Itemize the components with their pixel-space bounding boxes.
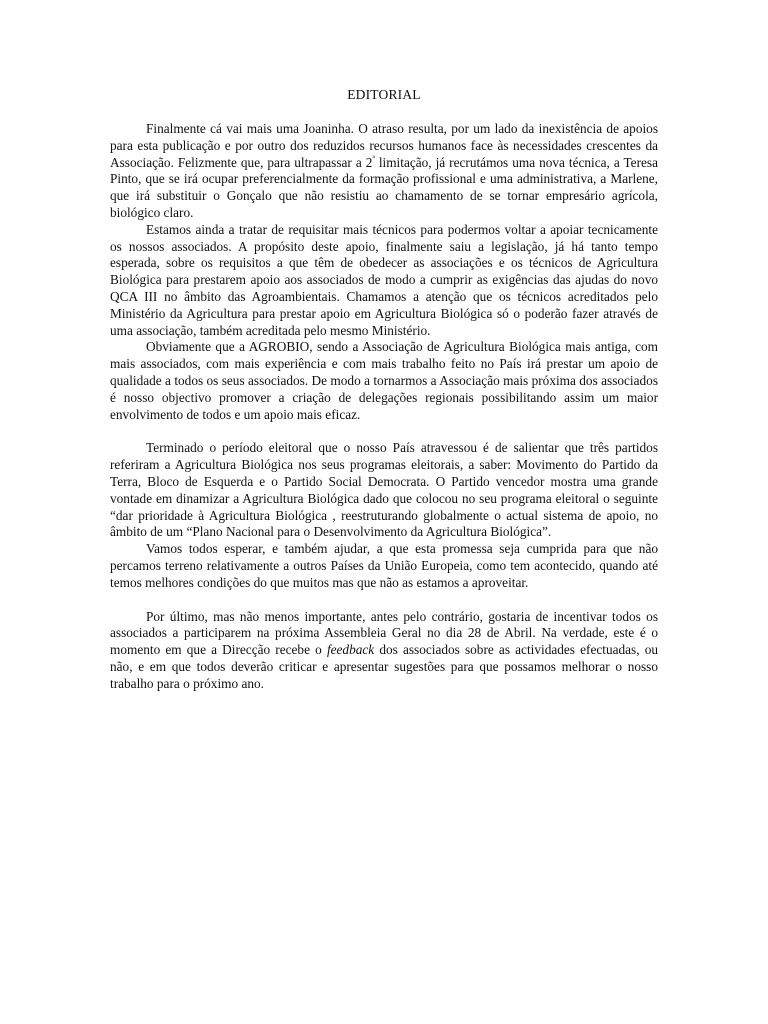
paragraph-6-text: Por último, mas não menos importante, antes pelo contrário, gostaria de incentivar todos os associados a participarem na próxima Assembleia Geral no dia 28 de Abril. Na verdade, este é o momento em que a Direcção recebe o [110, 608, 658, 658]
page-title: EDITORIAL [347, 87, 421, 102]
paragraph-spacer [110, 592, 658, 609]
paragraph-4: Terminado o período eleitoral que o nosso País atravessou é de salientar que três partidos referiram a Agricultura Biológica nos seus programas eleitorais, a saber: Movimento do Partido da Terra, Bloco de Esquerda e o Partido Social Democrata. O Partido vencedor mostra uma grande vontade em dinamizar a Agricultura Biológica dado que colocou no seu programa eleitoral o seguinte “dar prioridade à Agricultura Biológica , reestruturando globalmente o actual sistema de apoio, no âmbito de um “Plano Nacional para o Desenvolvimento da Agricultura Biológica”. [110, 440, 658, 540]
document-page [110, 86, 658, 693]
paragraph-6-text-rest: dos associados sobre as actividades efectuadas, ou não, e em que todos deverão criticar e apresentar sugestões para que possamos melhorar o nosso trabalho para o próximo ano. [110, 642, 658, 691]
paragraph-3: Obviamente que a AGROBIO, sendo a Associação de Agricultura Biológica mais antiga, com mais associados, com mais experiência e com mais trabalho feito no País irá prestar um apoio de qualidade a todos os seus associados. De modo a tornarmos a Associação mais próxima dos associados é nosso objectivo promover a criação de delegações regionais possibilitando assim um maior envolvimento de todos e um apoio mais eficaz. [110, 339, 658, 422]
paragraph-1 [110, 121, 658, 222]
ordinal-indicator: ª [372, 153, 375, 164]
paragraph-spacer [110, 423, 658, 440]
feedback-word: feedback [326, 642, 375, 658]
paragraph-6 [110, 609, 658, 693]
paragraph-1-text-rest: limitação, já recrutámos uma nova técnica, a Teresa Pinto, que se irá ocupar preferencialmente da formação profissional e uma administrativa, a Marlene, que irá substituir o Gonçalo que não resistiu ao chamamento de se tornar empresário agrícola, biológico claro. [110, 154, 658, 220]
paragraph-2: Estamos ainda a tratar de requisitar mais técnicos para podermos voltar a apoiar tecnicamente os nossos associados. A propósito deste apoio, finalmente saiu a legislação, já há tanto tempo esperada, sobre os requisitos a que têm de obedecer as associações e os técnicos de Agricultura Biológica para prestarem apoio aos associados de modo a cumprir as exigências das ajudas do novo QCA III no âmbito das Agroambientais. Chamamos a atenção que os técnicos acreditados pelo Ministério da Agricultura para prestar apoio em Agricultura Biológica só o poderão fazer através de uma associação, também acreditada pelo mesmo Ministério. [110, 221, 658, 338]
paragraph-1-text: Finalmente cá vai mais uma Joaninha. O atraso resulta, por um lado da inexistência de apoios para esta publicação e por outro dos reduzidos recursos humanos face às necessidades crescentes da Associação. Felizmente que, para ultrapassar a 2 [110, 121, 658, 170]
paragraph-5: Vamos todos esperar, e também ajudar, a que esta promessa seja cumprida para que não percamos terreno relativamente a outros Países da União Europeia, como tem acontecido, quando até temos melhores condições do que muitos mas que não as estamos a aproveitar. [110, 541, 658, 590]
